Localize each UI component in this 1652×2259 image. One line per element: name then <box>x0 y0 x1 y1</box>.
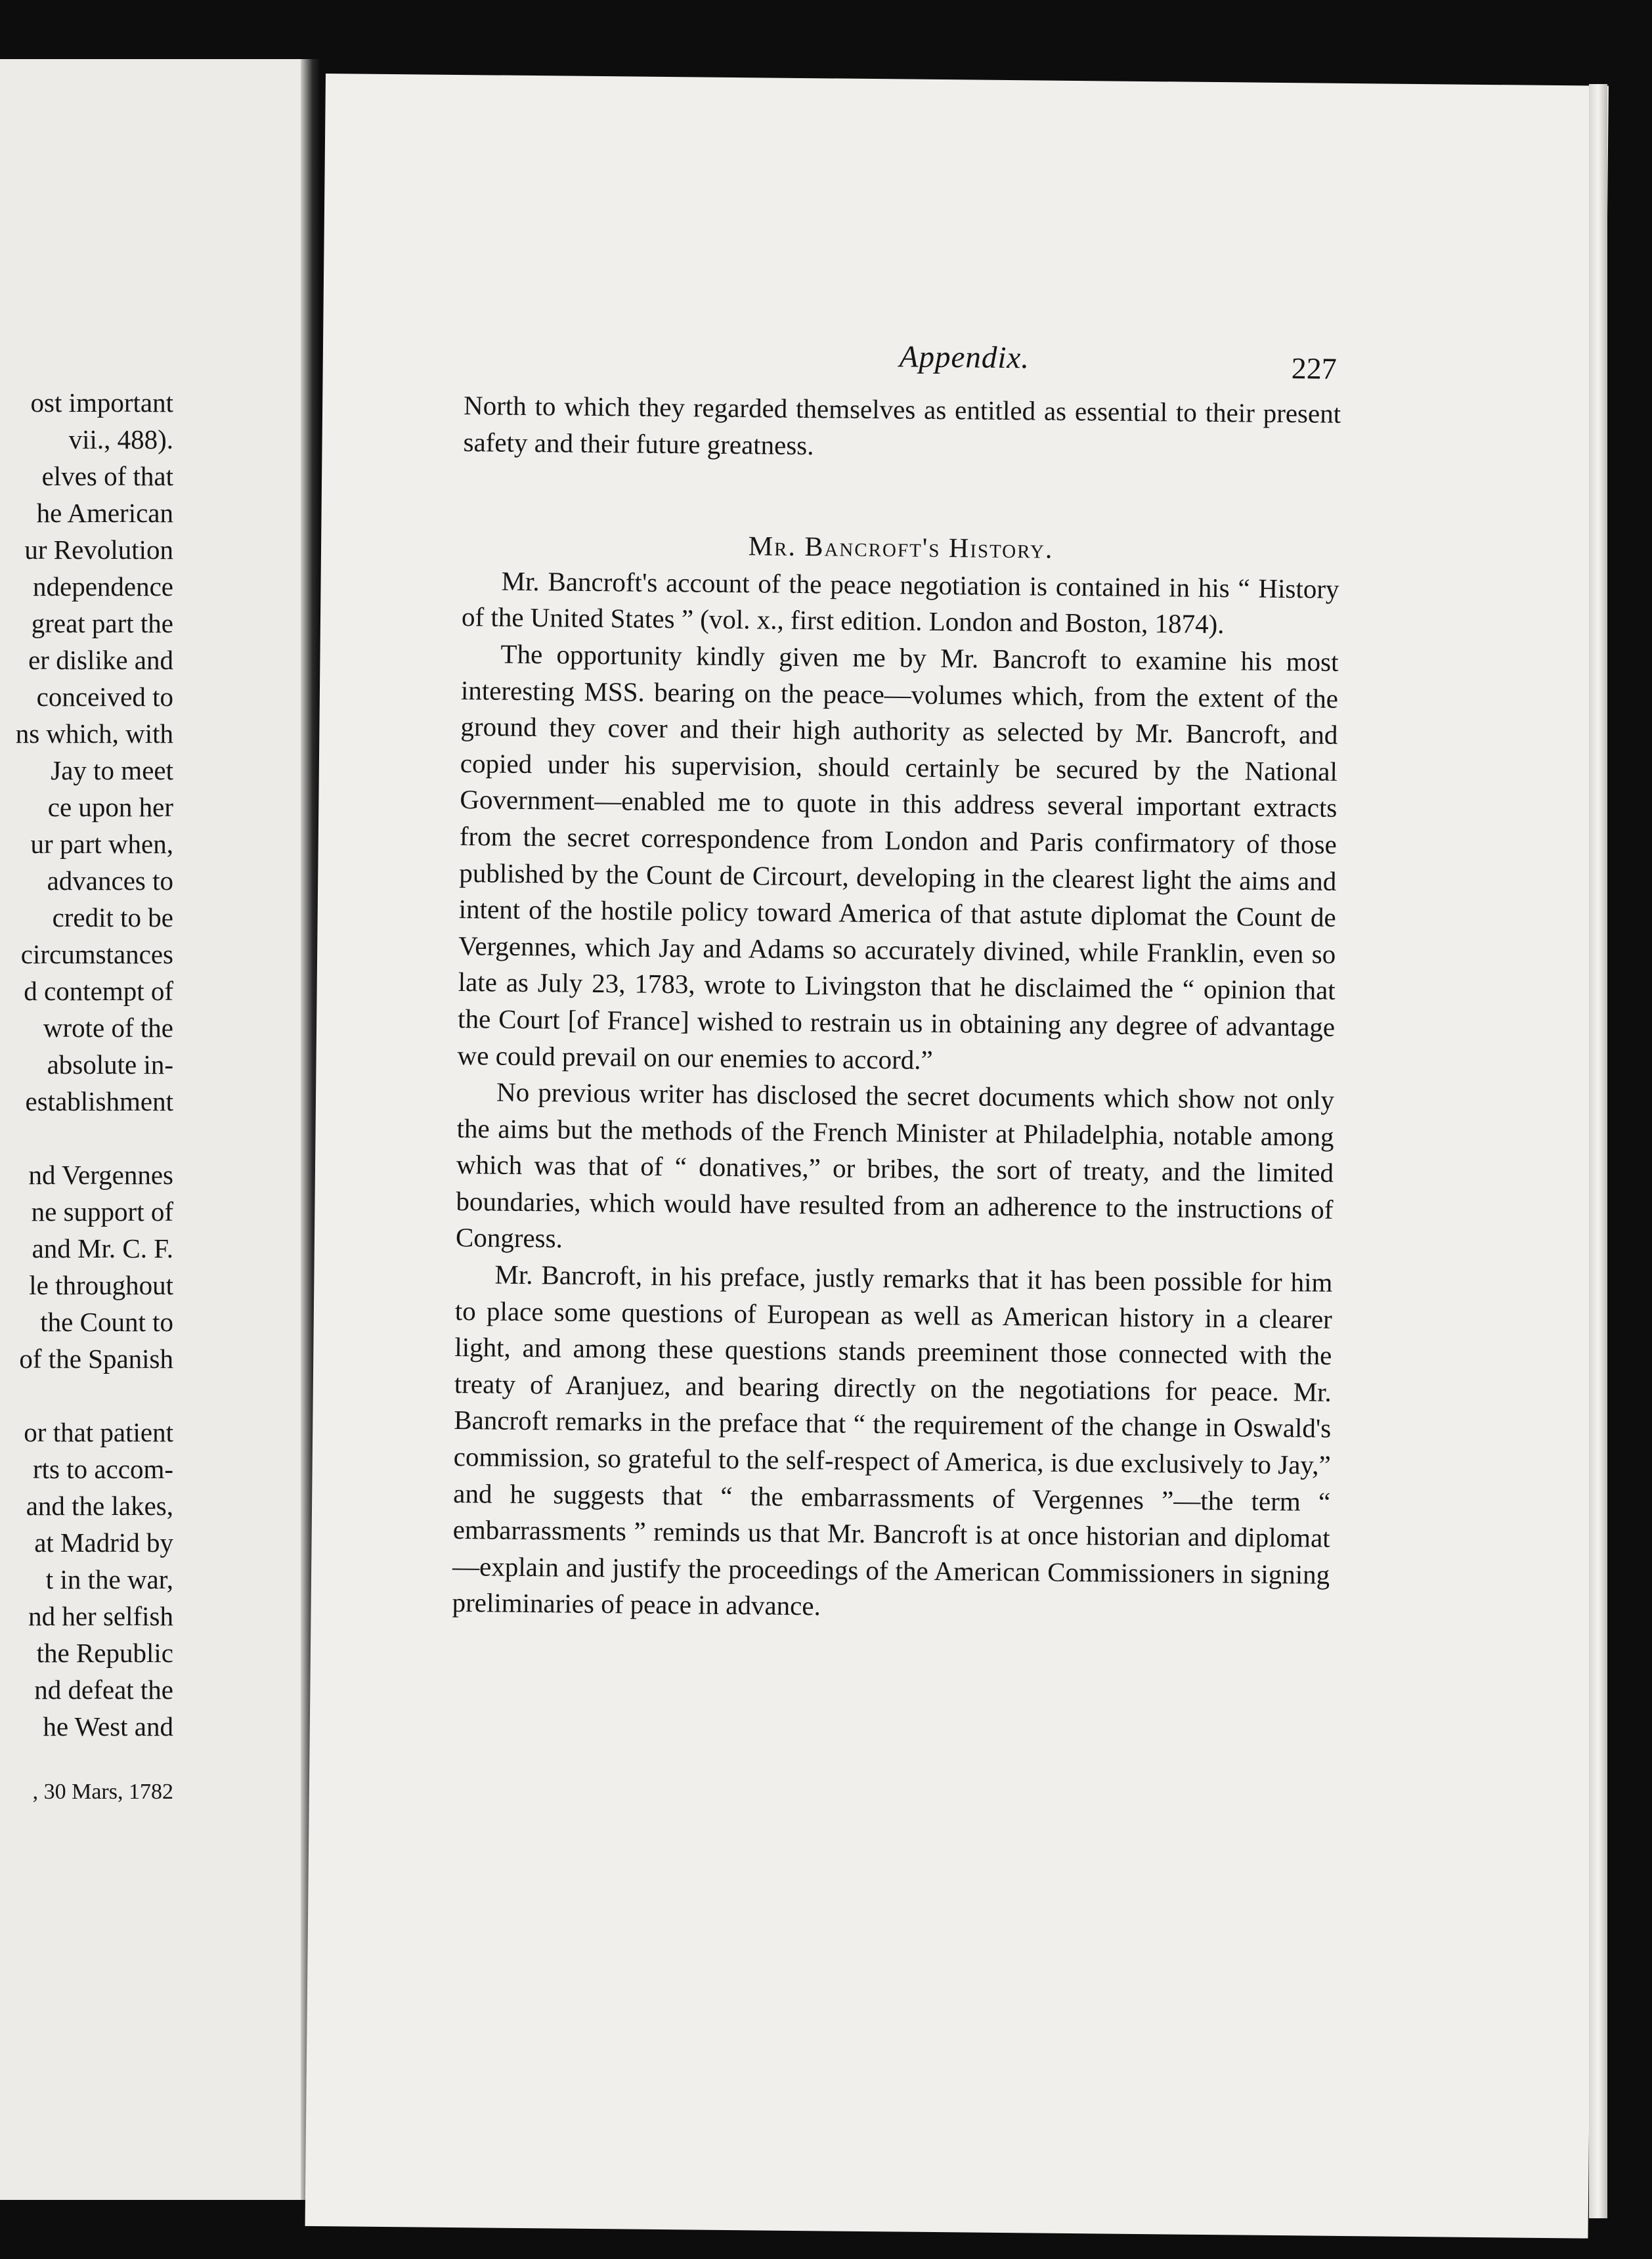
previous-page-line: rts to accom- <box>32 1454 173 1484</box>
previous-page-line: he American <box>36 498 173 528</box>
previous-page-fragment <box>0 59 310 2200</box>
previous-page-footnote: , 30 Mars, 1782 <box>32 1780 173 1804</box>
previous-page-line: ce upon her <box>47 792 173 822</box>
previous-page-line: d contempt of <box>24 976 173 1006</box>
previous-page-line: ur part when, <box>30 829 173 859</box>
previous-page-line: absolute in- <box>47 1049 173 1080</box>
previous-page-line: advances to <box>47 866 173 896</box>
previous-page-line: and the lakes, <box>26 1491 173 1521</box>
previous-page-line: t in the war, <box>45 1564 173 1594</box>
previous-page-line: ns which, with <box>15 718 173 749</box>
previous-page-line: elves of that <box>41 461 173 491</box>
previous-page-line: he West and <box>43 1711 173 1742</box>
previous-page-line: credit to be <box>52 902 173 932</box>
paragraph: No previous writer has disclosed the secret documents which show not only the aims but the methods of the French Minister at Philadelphia, notable among which was that of “ donatives,” or bribes, the sort of treaty, and the limited boundaries, which would have resulted from an adherence to the instructions of Congress. <box>455 1076 1335 1254</box>
previous-page-line: the Republic <box>36 1638 173 1668</box>
previous-page-line: or that patient <box>24 1417 173 1447</box>
book-page <box>305 74 1609 2239</box>
previous-page-line: of the Spanish <box>19 1344 173 1374</box>
page-edge <box>1589 84 1607 2218</box>
paragraph: Mr. Bancroft, in his preface, justly remarks that it has been possible for him to place some questions of European as well as American history in a clearer light, and among these questions stands preeminent those connected with the treaty of Aranjuez, and bearing directly on the negotiations for peace. Mr. Bancroft remarks in the preface that “ the requirement of the change in Oswald's commission, so grateful to the self-respect of America, is due exclusively to Jay,” and he suggests that “ the embarrassments of Vergennes ”—the term “ embarrassments ” reminds us that Mr. Bancroft is at once historian and diplomat—explain and justify the proceedings of the American Commissioners in signing preliminaries of peace in advance. <box>452 1259 1333 1621</box>
page-number: 227 <box>1291 351 1337 385</box>
previous-page-line: ne support of <box>31 1196 173 1227</box>
previous-page-line: nd defeat the <box>34 1675 173 1705</box>
running-head: Appendix. <box>899 340 1030 376</box>
previous-page-line: ur Revolution <box>24 535 173 565</box>
previous-page-line: wrote of the <box>43 1013 173 1043</box>
previous-page-line: vii., 488). <box>68 424 173 454</box>
previous-page-line: and Mr. C. F. <box>32 1233 173 1263</box>
previous-page-line: circumstances <box>20 939 173 969</box>
previous-page-line: le throughout <box>29 1270 173 1300</box>
previous-page-line: er dislike and <box>28 645 173 675</box>
previous-page-line: ost important <box>30 387 173 418</box>
page-body <box>452 387 1341 1630</box>
previous-page-line: establishment <box>25 1086 173 1116</box>
previous-page-line: nd Vergennes <box>28 1160 173 1190</box>
previous-page-line: nd her selfish <box>28 1601 173 1631</box>
paragraph: Mr. Bancroft's account of the peace negotiation is contained in his “ History of the United States ” (vol. x., first edition. London and Boston, 1874). <box>461 565 1339 640</box>
previous-page-line: the Count to <box>40 1307 173 1337</box>
previous-page-line: at Madrid by <box>34 1527 173 1558</box>
previous-page-line: ndependence <box>33 571 173 602</box>
previous-page-line: great part the <box>31 608 173 638</box>
previous-page-line: Jay to meet <box>51 755 173 785</box>
paragraph: The opportunity kindly given me by Mr. Bancroft to examine his most interesting MSS. bearing on the peace—volumes which, from the extent of the ground they cover and their high authority as selected by Mr. Bancroft, and copied under his supervision, should certainly be secured by the National Government—enabled me to quote in this address several important extracts from the secret correspondence from London and Paris confirmatory of those published by the Count de Circourt, developing in the clearest light the aims and intent of the hostile policy toward America of that astute diplomat the Count de Vergennes, which Jay and Adams so accurately divined, while Franklin, even so late as July 23, 1783, wrote to Livingston that he disclaimed the “ opinion that the Court [of France] wished to restrain us in obtaining any degree of advantage we could prevail on our enemies to accord.” <box>457 638 1339 1075</box>
opening-paragraph: North to which they regarded themselves as entitled as essential to their present safety and their future greatness. <box>463 390 1341 460</box>
section-heading: Mr. Bancroft's History. <box>748 531 1054 565</box>
previous-page-line: conceived to <box>36 682 173 712</box>
